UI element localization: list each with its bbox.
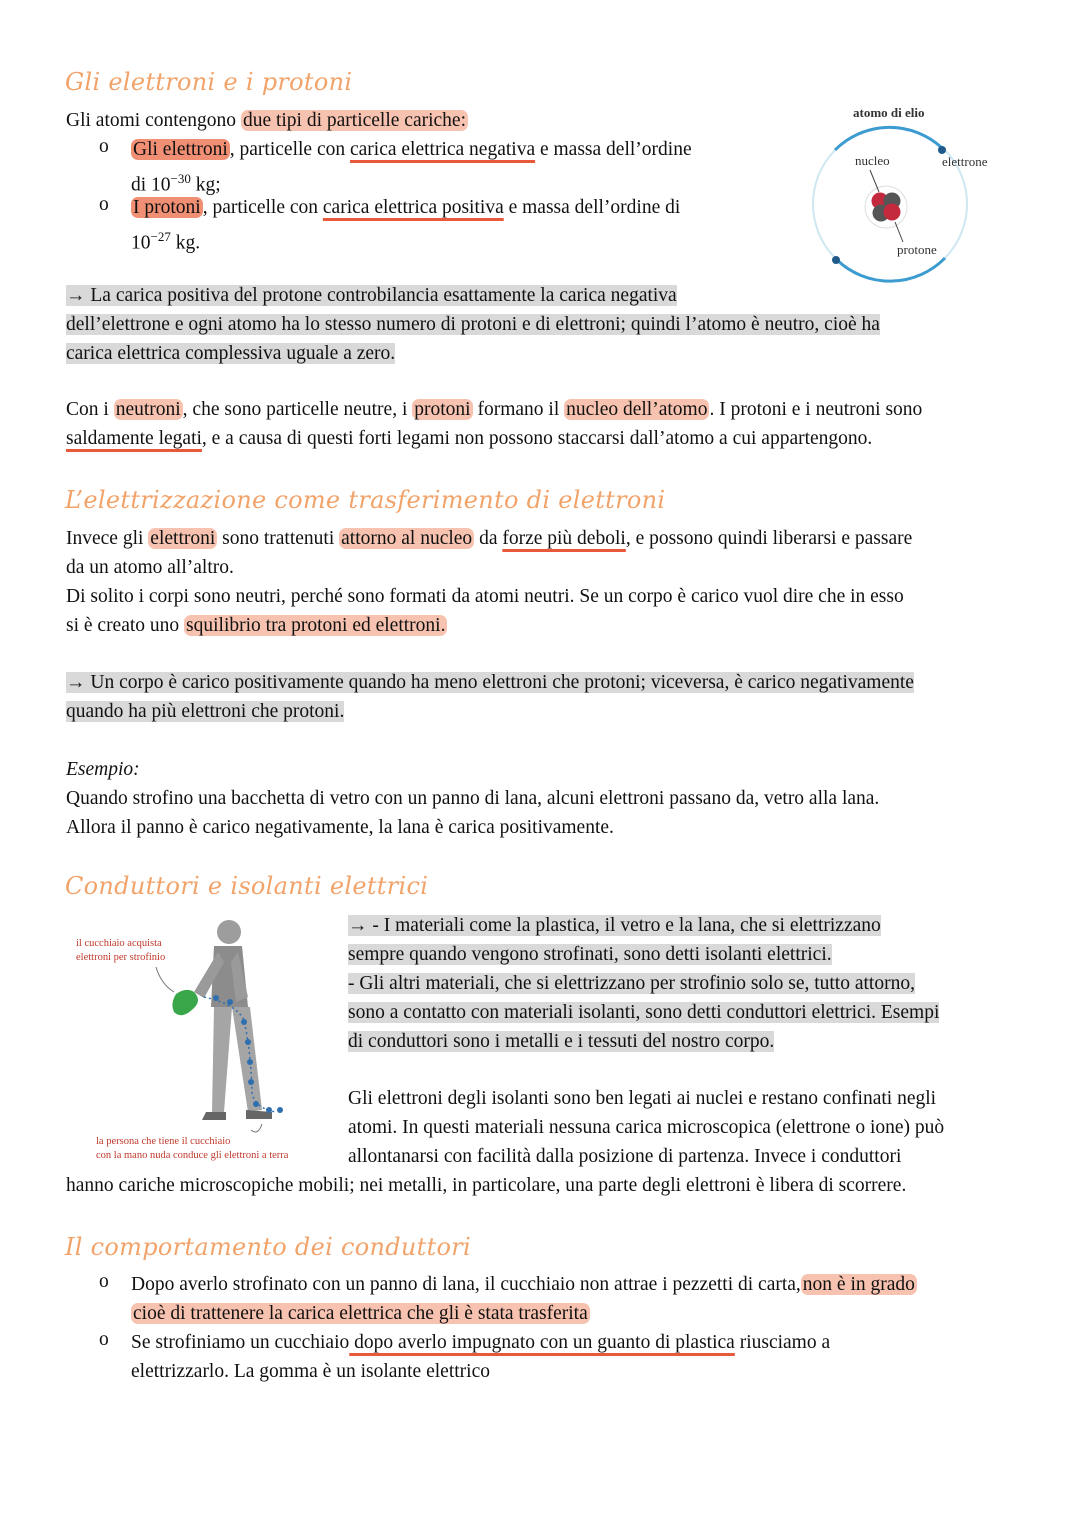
- list-item-protons-line2: [131, 222, 200, 258]
- text: elettrizzarlo. La gomma è un isolante elettrico: [131, 1361, 490, 1382]
- text: da un atomo all’altro.: [66, 557, 234, 578]
- note-line: → - I materiali come la plastica, il vetro e la lana, che si elettrizzano: [348, 915, 881, 936]
- helium-atom-figure: [795, 100, 1015, 285]
- electron-dot: [253, 1101, 259, 1107]
- text: Se strofiniamo un cucchiaio: [131, 1332, 350, 1353]
- text: da: [474, 528, 503, 549]
- paragraph-nucleus: [66, 395, 922, 453]
- text: di 10: [131, 174, 171, 196]
- section-title-electrification: L’elettrizzazione come trasferimento di elettroni: [65, 486, 666, 514]
- text: , particelle con: [229, 139, 350, 160]
- list-item-electrons: [131, 135, 692, 164]
- electron-dot: [266, 1107, 272, 1113]
- electron-dot: [832, 256, 840, 264]
- text: kg;: [190, 174, 221, 196]
- text: hanno cariche microscopiche mobili; nei metalli, in particolare, una parte degli elettroni è libera di scorrere.: [66, 1175, 907, 1196]
- underline-weaker-forces: forze più deboli: [502, 528, 626, 549]
- text: Gli elettroni degli isolanti sono ben legati ai nuclei e restano confinati negli: [348, 1088, 937, 1109]
- note-insulators-conductors: [348, 911, 939, 1056]
- note-line: dell’elettrone e ogni atomo ha lo stesso numero di protoni e di elettroni; quindi l’atomo è neutro, cioè ha: [66, 314, 880, 335]
- figure-label-top: elettroni per strofinio: [76, 952, 166, 963]
- highlight-protons: protoni: [414, 399, 471, 420]
- text: e massa dell’ordine: [535, 139, 692, 160]
- text: Allora il panno è carico negativamente, la lana è carica positivamente.: [66, 817, 614, 838]
- proton-label: protone: [897, 242, 937, 257]
- highlight-imbalance: squilibrio tra protoni ed elettroni.: [186, 615, 446, 636]
- leader-line: [870, 170, 879, 192]
- underline-plastic-glove: dopo averlo impugnato con un guanto di plastica: [349, 1332, 735, 1353]
- list-item-spoon-glove: [131, 1328, 830, 1386]
- note-line: - Gli altri materiali, che si elettrizzano per strofinio solo se, tutto attorno,: [348, 973, 915, 994]
- highlight-protons: I protoni: [133, 197, 201, 218]
- note-line: sono a contatto con materiali isolanti, sono detti conduttori elettrici. Esempi: [348, 1002, 940, 1023]
- underline-positive: carica elettrica positiva: [322, 197, 504, 218]
- text: , particelle con: [202, 197, 323, 218]
- paragraph-electrification: [66, 524, 912, 640]
- figure-label-top: il cucchiaio acquista: [76, 938, 162, 949]
- person-head: [217, 920, 241, 944]
- highlight-retain-charge: cioè di trattenere la carica elettrica che gli è stata trasferita: [133, 1303, 588, 1324]
- text: , e a causa di questi forti legami non possono staccarsi dall’atomo a cui appartengono.: [201, 428, 873, 449]
- list-item-spoon-wool: [131, 1270, 917, 1328]
- leader-line: [895, 222, 903, 242]
- figure-label-bottom: con la mano nuda conduce gli elettroni a terra: [96, 1150, 289, 1161]
- note-line: carica elettrica complessiva uguale a zero.: [66, 343, 396, 364]
- figure-title: atomo di elio: [853, 105, 925, 120]
- electron-dot: [241, 1019, 247, 1025]
- electron-dot: [245, 1039, 251, 1045]
- text: Quando strofino una bacchetta di vetro con un panno di lana, alcuni elettroni passano da, vetro alla lana.: [66, 788, 880, 809]
- bullet-marker: o: [99, 194, 109, 215]
- text: sono trattenuti: [217, 528, 340, 549]
- underline-negative: carica elettrica negativa: [349, 139, 536, 160]
- paragraph-insulators: [348, 1084, 944, 1171]
- intro-highlight: due tipi di particelle cariche:: [242, 110, 466, 131]
- electron-dot: [938, 146, 946, 154]
- note-line: di conduttori sono i metalli e i tessuti del nostro corpo.: [348, 1031, 775, 1052]
- highlight-electrons: elettroni: [150, 528, 216, 549]
- note-line: → La carica positiva del protone controbilancia esattamente la carica negativa: [66, 285, 677, 306]
- note-charged-body: [66, 668, 914, 726]
- text: riusciamo a: [734, 1332, 831, 1353]
- section-title-conductor-behavior: Il comportamento dei conduttori: [65, 1233, 472, 1261]
- text: e massa dell’ordine di: [503, 197, 681, 218]
- text: si è creato uno: [66, 615, 185, 636]
- electron-label: elettrone: [942, 154, 988, 169]
- highlight-electrons: Gli elettroni: [133, 139, 228, 160]
- figure-label-bottom: la persona che tiene il cucchiaio: [96, 1136, 231, 1147]
- exponent: −30: [170, 171, 191, 186]
- paragraph-insulators-last-line: [66, 1171, 906, 1200]
- section-title-conductors-insulators: Conduttori e isolanti elettrici: [65, 872, 429, 900]
- electron-dot: [248, 1079, 254, 1085]
- person-leg: [232, 1007, 262, 1112]
- example-label: Esempio:: [66, 759, 140, 780]
- cloth-green: [172, 990, 198, 1015]
- orbit-arc-top: [835, 127, 942, 150]
- example-block: [66, 755, 879, 842]
- orbit-arc-bottom: [837, 258, 945, 281]
- text: . I protoni e i neutroni sono: [709, 399, 923, 420]
- electron-dot: [247, 1059, 253, 1065]
- proton-ball: [884, 204, 901, 221]
- leader-line: [156, 967, 174, 992]
- intro-line: [66, 106, 468, 135]
- intro-text: Gli atomi contengono: [66, 110, 241, 131]
- highlight-nucleus: nucleo dell’atomo: [566, 399, 708, 420]
- text: , e possono quindi liberarsi e passare: [625, 528, 913, 549]
- electron-dot: [227, 999, 233, 1005]
- note-line: sempre quando vengono strofinati, sono detti isolanti elettrici.: [348, 944, 832, 965]
- electron-dot: [213, 995, 219, 1001]
- text: Con i: [66, 399, 114, 420]
- text: , che sono particelle neutre, i: [182, 399, 413, 420]
- bullet-marker: o: [99, 1271, 109, 1292]
- text: 10: [131, 232, 151, 254]
- note-line: → Un corpo è carico positivamente quando ha meno elettroni che protoni; viceversa, è carico negativamente: [66, 672, 914, 693]
- person-leg: [212, 1007, 232, 1112]
- highlight-not-able: non è in grado: [802, 1274, 915, 1295]
- nucleus-label: nucleo: [855, 153, 890, 168]
- text: kg.: [170, 232, 201, 254]
- underline-bound: saldamente legati: [66, 428, 202, 449]
- highlight-around-nucleus: attorno al nucleo: [341, 528, 473, 549]
- text: Dopo averlo strofinato con un panno di lana, il cucchiaio non attrae i pezzetti di carta,: [131, 1274, 801, 1295]
- text: Invece gli: [66, 528, 149, 549]
- leader-line: [251, 1124, 262, 1132]
- text: formano il: [472, 399, 565, 420]
- exponent: −27: [150, 229, 171, 244]
- bullet-marker: o: [99, 1329, 109, 1350]
- person-spoon-figure: [66, 912, 341, 1167]
- text: atomi. In questi materiali nessuna carica microscopica (elettrone o ione) può: [348, 1117, 945, 1138]
- text: allontanarsi con facilità dalla posizione di partenza. Invece i conduttori: [348, 1146, 902, 1167]
- note-neutral-atom: [66, 281, 880, 368]
- highlight-neutrons: neutroni: [115, 399, 181, 420]
- text: Di solito i corpi sono neutri, perché sono formati da atomi neutri. Se un corpo è carico vuol dire che in esso: [66, 586, 904, 607]
- electron-dot: [277, 1107, 283, 1113]
- note-line: quando ha più elettroni che protoni.: [66, 701, 345, 722]
- person-shoe: [202, 1112, 226, 1120]
- list-item-protons: [131, 193, 680, 222]
- bullet-marker: o: [99, 136, 109, 157]
- section-title-electrons-protons: Gli elettroni e i protoni: [65, 68, 353, 96]
